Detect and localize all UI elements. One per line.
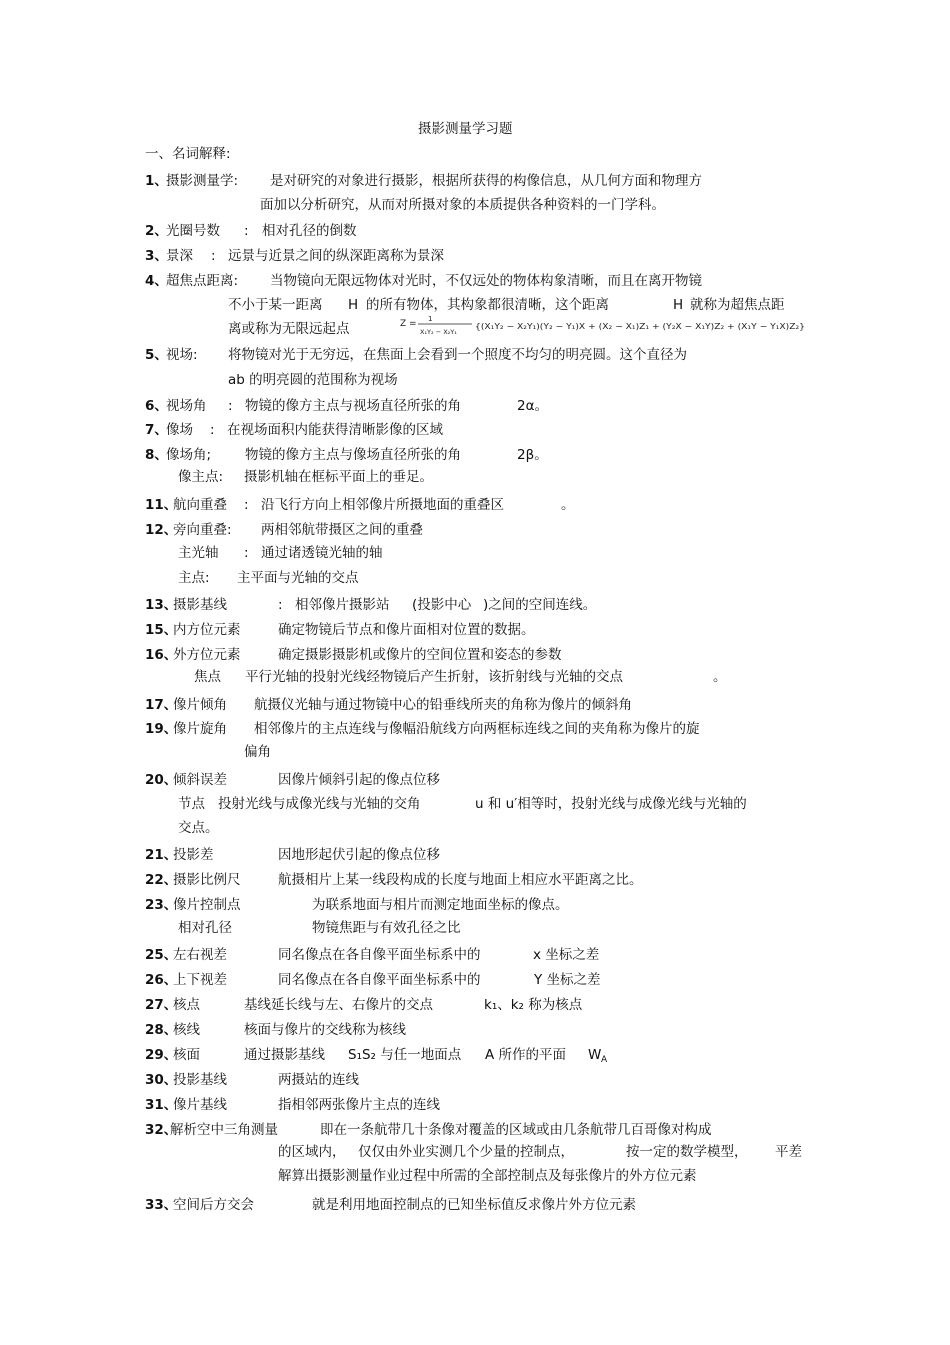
- entry-term: 旁向重叠:: [173, 522, 232, 538]
- entry-definition: 因像片倾斜引起的像点位移: [278, 772, 440, 788]
- entry-number: 26、: [145, 972, 178, 988]
- entry-definition-cont: 面加以分析研究，从而对所摄对象的本质提供各种资料的一门学科。: [260, 197, 665, 213]
- entry-symbol: 2β。: [517, 447, 548, 463]
- entry-term: 主光轴: [178, 545, 219, 561]
- entry-definition: 相邻像片摄影站: [295, 597, 390, 613]
- entry-separator: :: [228, 398, 233, 414]
- entry-number: 13、: [145, 597, 178, 613]
- entry-definition-cont: 按一定的数学模型，: [626, 1144, 748, 1160]
- entry-definition: 就是利用地面控制点的已知坐标值反求像片外方位元素: [312, 1197, 636, 1213]
- entry-term: 像片倾角: [173, 697, 227, 713]
- section-heading: 一、名词解释:: [145, 146, 231, 162]
- entry-definition: 确定摄影摄影机或像片的空间位置和姿态的参数: [278, 647, 562, 663]
- entry-term: 像场: [166, 422, 193, 438]
- entry-number: 4、: [145, 273, 168, 289]
- entry-separator: :: [210, 422, 215, 438]
- entry-term: 主点:: [178, 570, 210, 586]
- entry-number: 21、: [145, 847, 178, 863]
- entry-number: 31、: [145, 1097, 178, 1113]
- entry-definition: 核面与像片的交线称为核线: [244, 1022, 406, 1038]
- entry-number: 28、: [145, 1022, 178, 1038]
- entry-term: 核线: [173, 1022, 200, 1038]
- entry-definition: S₁S₂ 与任一地面点: [348, 1047, 462, 1063]
- entry-term: 投影基线: [173, 1072, 227, 1088]
- entry-definition: 航摄相片上某一线段构成的长度与地面上相应水平距离之比。: [278, 872, 643, 888]
- entry-definition: 沿飞行方向上相邻像片所摄地面的重叠区: [261, 497, 504, 513]
- entry-number: 7、: [145, 422, 168, 438]
- entry-definition: 为联系地面与相片而测定地面坐标的像点。: [312, 897, 569, 913]
- entry-number: 32、: [145, 1122, 178, 1138]
- entry-definition: 投射光线与成像光线与光轴的交角: [218, 796, 421, 812]
- entry-symbol-subscript: A: [601, 1055, 608, 1065]
- entry-number: 22、: [145, 872, 178, 888]
- entry-definition-cont: 的区域内，: [278, 1144, 346, 1160]
- entry-number: 5、: [145, 347, 168, 363]
- entry-definition: 相对孔径的倒数: [262, 223, 357, 239]
- entry-definition: 航摄仪光轴与通过物镜中心的铅垂线所夹的角称为像片的倾斜角: [254, 697, 632, 713]
- entry-definition: (投影中心: [412, 597, 472, 613]
- entry-end-mark: 。: [713, 669, 727, 685]
- entry-term: 光圈号数: [166, 223, 220, 239]
- entry-term: 视场角: [166, 398, 207, 414]
- entry-term: 外方位元素: [173, 647, 241, 663]
- entry-term: 空间后方交会: [173, 1197, 254, 1213]
- entry-number: 25、: [145, 947, 178, 963]
- entry-definition: )之间的空间连线。: [483, 597, 597, 613]
- entry-definition: 两摄站的连线: [278, 1072, 359, 1088]
- symbol-h: H: [673, 297, 684, 313]
- entry-separator: :: [211, 248, 216, 264]
- entry-symbol: Y 坐标之差: [534, 972, 601, 988]
- entry-number: 20、: [145, 772, 178, 788]
- entry-definition: 物镜的像方主点与像场直径所张的角: [245, 447, 461, 463]
- entry-definition-cont: 不小于某一距离: [228, 297, 323, 313]
- entry-term: 景深: [166, 248, 193, 264]
- entry-definition: 指相邻两张像片主点的连线: [278, 1097, 440, 1113]
- entry-term: 像片旋角: [173, 721, 227, 737]
- entry-definition: 当物镜向无限远物体对光时，不仅远处的物体构象清晰，而且在离开物镜: [270, 273, 702, 289]
- entry-definition-cont: 平差: [775, 1144, 802, 1160]
- entry-number: 3、: [145, 248, 168, 264]
- entry-definition: 相邻像片的主点连线与像幅沿航线方向两框标连线之间的夹角称为像片的旋: [254, 721, 700, 737]
- entry-definition: 确定物镜后节点和像片面相对位置的数据。: [278, 622, 535, 638]
- entry-number: 8、: [145, 447, 168, 463]
- formula-body: {(X₁Y₂ − X₂Y₁)(Y₂ − Y₁)X + (X₂ − X₁)Z₁ + (Y₂X − X₁Y)Z₂ + (X₁Y − Y₁X)Z₂}: [475, 322, 805, 331]
- entry-number: 1、: [145, 173, 168, 189]
- entry-definition-cont: ab 的明亮圆的范围称为视场: [228, 372, 398, 388]
- entry-definition: 摄影机轴在框标平面上的垂足。: [244, 469, 433, 485]
- page-title: 摄影测量学习题: [418, 121, 513, 137]
- entry-definition-cont: 离或称为无限远起点: [228, 321, 350, 337]
- entry-definition-cont: 交点。: [178, 820, 219, 836]
- entry-term: 相对孔径: [178, 920, 232, 936]
- entry-definition: u 和 u′相等时，投射光线与成像光线与光轴的: [475, 796, 747, 812]
- entry-term: 超焦点距离:: [166, 273, 239, 289]
- entry-term: 摄影比例尺: [173, 872, 241, 888]
- entry-term: 节点: [178, 796, 205, 812]
- entry-definition: 物镜的像方主点与视场直径所张的角: [245, 398, 461, 414]
- entry-term: 像片基线: [173, 1097, 227, 1113]
- entry-number: 12、: [145, 522, 178, 538]
- entry-separator: :: [244, 223, 249, 239]
- entry-separator: :: [244, 545, 249, 561]
- entry-term: 航向重叠: [173, 497, 227, 513]
- entry-definition-cont: 的所有物体，其构象都很清晰，这个距离: [366, 297, 609, 313]
- entry-separator: :: [244, 497, 249, 513]
- entry-term: 焦点: [194, 669, 221, 685]
- entry-symbol: k₁、k₂ 称为核点: [484, 997, 583, 1013]
- entry-term: 核面: [173, 1047, 200, 1063]
- entry-term: 内方位元素: [173, 622, 241, 638]
- entry-definition: 通过摄影基线: [244, 1047, 325, 1063]
- entry-number: 2、: [145, 223, 168, 239]
- entry-term: 像场角;: [166, 447, 212, 463]
- entry-definition: 主平面与光轴的交点: [237, 570, 359, 586]
- entry-number: 16、: [145, 647, 178, 663]
- entry-symbol: W: [588, 1047, 602, 1063]
- entry-number: 17、: [145, 697, 178, 713]
- entry-definition: 远景与近景之间的纵深距离称为景深: [228, 248, 444, 264]
- entry-number: 27、: [145, 997, 178, 1013]
- entry-term: 摄影测量学:: [166, 173, 239, 189]
- entry-number: 33、: [145, 1197, 178, 1213]
- entry-term: 上下视差: [173, 972, 227, 988]
- entry-term: 投影差: [173, 847, 214, 863]
- entry-symbol: 2α。: [517, 398, 548, 414]
- formula-numerator: 1: [428, 315, 433, 323]
- entry-number: 15、: [145, 622, 178, 638]
- entry-number: 11、: [145, 497, 178, 513]
- entry-number: 29、: [145, 1047, 178, 1063]
- entry-definition: 基线延长线与左、右像片的交点: [244, 997, 433, 1013]
- formula: [400, 313, 810, 339]
- entry-term: 视场:: [166, 347, 198, 363]
- entry-definition-cont: 仅仅由外业实测几个少量的控制点，: [358, 1144, 574, 1160]
- entry-number: 19、: [145, 721, 178, 737]
- entry-term: 倾斜误差: [173, 772, 227, 788]
- entry-term: 摄影基线: [173, 597, 227, 613]
- entry-end-mark: 。: [561, 497, 575, 513]
- entry-definition-cont: 解算出摄影测量作业过程中所需的全部控制点及每张像片的外方位元素: [278, 1168, 697, 1184]
- entry-definition: 将物镜对光于无穷远，在焦面上会看到一个照度不均匀的明亮圆。这个直径为: [228, 347, 687, 363]
- entry-separator: :: [278, 597, 283, 613]
- entry-definition: 在视场面积内能获得清晰影像的区域: [227, 422, 443, 438]
- entry-definition: 平行光轴的投射光线经物镜后产生折射，该折射线与光轴的交点: [245, 669, 623, 685]
- entry-symbol: x 坐标之差: [533, 947, 600, 963]
- entry-definition-cont: 就称为超焦点距: [690, 297, 785, 313]
- entry-definition: 即在一条航带几十条像对覆盖的区域或由几条航带几百哥像对构成: [320, 1122, 712, 1138]
- entry-number: 6、: [145, 398, 168, 414]
- entry-definition-cont: 偏角: [244, 744, 271, 760]
- formula-lhs: Z =: [400, 319, 417, 329]
- symbol-h: H: [348, 297, 359, 313]
- entry-definition: 同名像点在各自像平面坐标系中的: [278, 947, 481, 963]
- entry-number: 23、: [145, 897, 178, 913]
- entry-definition: 因地形起伏引起的像点位移: [278, 847, 440, 863]
- entry-term: 像主点:: [178, 469, 224, 485]
- entry-term: 解析空中三角测量: [170, 1122, 278, 1138]
- entry-term: 像片控制点: [173, 897, 241, 913]
- entry-term: 核点: [173, 997, 200, 1013]
- formula-denominator: X₁Y₂ − X₂Y₁: [420, 328, 457, 336]
- entry-number: 30、: [145, 1072, 178, 1088]
- entry-definition: 通过诸透镜光轴的轴: [261, 545, 383, 561]
- entry-definition: 是对研究的对象进行摄影，根据所获得的构像信息，从几何方面和物理方: [270, 173, 702, 189]
- entry-definition: 物镜焦距与有效孔径之比: [312, 920, 461, 936]
- entry-definition: A 所作的平面: [485, 1047, 567, 1063]
- entry-definition: 两相邻航带摄区之间的重叠: [261, 522, 423, 538]
- entry-term: 左右视差: [173, 947, 227, 963]
- entry-definition: 同名像点在各自像平面坐标系中的: [278, 972, 481, 988]
